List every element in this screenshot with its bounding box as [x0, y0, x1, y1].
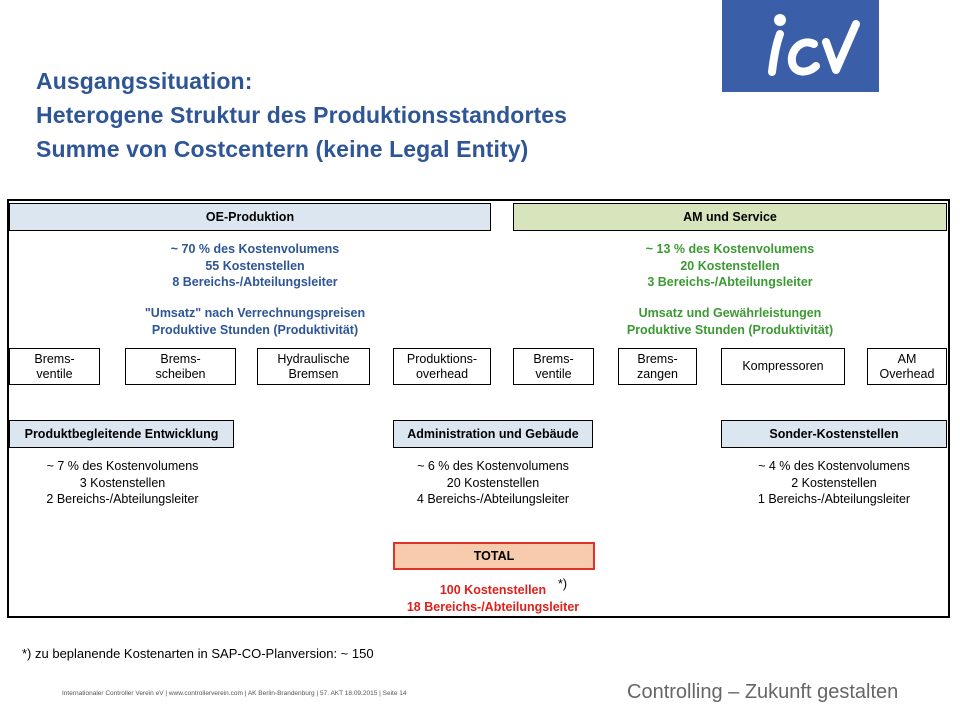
unit-hydraulische-bremsen: [257, 348, 370, 385]
tagline: Controlling – Zukunft gestalten: [627, 681, 899, 703]
unit-bremsventile-am: [513, 348, 594, 385]
am-kpi-stunden: Produktive Stunden (Produktivität): [626, 322, 834, 337]
unit-label-line: scheiben: [155, 366, 206, 381]
admin-stat-volume: ~ 6 % des Kostenvolumens: [417, 459, 569, 473]
oe-stat-volume: ~ 70 % des Kostenvolumens: [170, 242, 340, 256]
oe-kpis: [90, 305, 420, 338]
unit-bremsventile-oe: [9, 348, 100, 385]
am-stat-leiter: 3 Bereichs-/Abteilungsleiter: [647, 275, 813, 289]
oe-stats: [110, 241, 400, 291]
sonder-header: Sonder-Kostenstellen: [721, 420, 947, 448]
sonder-stats: [721, 458, 947, 508]
title-line-2: Heterogene Struktur des Produktionsstandortes: [36, 102, 568, 128]
title-line-1: Ausgangssituation:: [36, 68, 253, 94]
sonder-stat-leiter: 1 Bereichs-/Abteilungsleiter: [757, 492, 911, 506]
icv-logo: [722, 0, 879, 92]
unit-bremsscheiben: [125, 348, 236, 385]
unit-label-line: Brems-: [160, 351, 201, 366]
unit-label-line: Brems-: [34, 351, 75, 366]
admin-stat-kostenstellen: 20 Kostenstellen: [446, 475, 540, 490]
oe-produktion-header: OE-Produktion: [9, 203, 491, 231]
unit-label-line: AM: [897, 351, 917, 366]
pbe-stats: [10, 458, 235, 508]
sonder-stat-kostenstellen: 2 Kostenstellen: [791, 475, 877, 490]
unit-bremszangen: [618, 348, 697, 385]
am-service-header: AM und Service: [513, 203, 947, 231]
unit-label-line: Bremsen: [288, 366, 339, 381]
total-leiter: 18 Bereichs-/Abteilungsleiter: [406, 600, 580, 614]
unit-label-line: Brems-: [533, 351, 574, 366]
oe-kpi-umsatz: "Umsatz" nach Verrechnungspreisen: [144, 306, 366, 320]
unit-label-line: Overhead: [879, 366, 935, 381]
pbe-stat-kostenstellen: 3 Kostenstellen: [79, 475, 166, 490]
pbe-stat-volume: ~ 7 % des Kostenvolumens: [46, 459, 199, 473]
footnote: *) zu beplanende Kostenarten in SAP-CO-Planversion: ~ 150: [22, 646, 374, 661]
oe-stat-kostenstellen: 55 Kostenstellen: [205, 258, 305, 273]
unit-label-line: Hydraulische: [277, 351, 350, 366]
unit-label-line: zangen: [636, 366, 678, 381]
footer-info: Internationaler Controller Verein eV | www.controllerverein.com | AK Berlin-Brandenburg | 57. AKT 18.09.2015 | Seite 14: [62, 690, 407, 697]
unit-produktionsoverhead: [393, 348, 491, 385]
admin-stat-leiter: 4 Bereichs-/Abteilungsleiter: [416, 492, 570, 506]
unit-label-line: ventile: [535, 366, 572, 381]
unit-kompressoren: [721, 348, 845, 385]
total-footnote-marker: *): [558, 577, 568, 591]
total-header: TOTAL: [393, 542, 595, 570]
unit-label-line: Produktions-: [406, 351, 478, 366]
oe-stat-leiter: 8 Bereichs-/Abteilungsleiter: [172, 275, 338, 289]
total-kostenstellen-value: 100 Kostenstellen: [439, 583, 547, 597]
oe-kpi-stunden: Produktive Stunden (Produktivität): [151, 322, 359, 337]
am-stat-volume: ~ 13 % des Kostenvolumens: [645, 242, 815, 256]
icv-logo-mark: [722, 0, 879, 92]
unit-label-line: overhead: [415, 366, 469, 381]
admin-stats: [393, 458, 593, 508]
pbe-header: Produktbegleitende Entwicklung: [9, 420, 234, 448]
unit-label-line: Brems-: [637, 351, 678, 366]
sonder-stat-volume: ~ 4 % des Kostenvolumens: [758, 459, 910, 473]
pbe-stat-leiter: 2 Bereichs-/Abteilungsleiter: [46, 492, 199, 506]
am-kpis: [580, 305, 880, 338]
unit-label-line: ventile: [36, 366, 73, 381]
am-kpi-umsatz: Umsatz und Gewährleistungen: [638, 306, 822, 320]
unit-label-line: Kompressoren: [742, 359, 824, 373]
admin-header: Administration und Gebäude: [393, 420, 593, 448]
am-stat-kostenstellen: 20 Kostenstellen: [680, 258, 780, 273]
am-stats: [580, 241, 880, 291]
title-line-3: Summe von Costcentern (keine Legal Entity): [36, 136, 529, 162]
unit-am-overhead: [867, 348, 947, 385]
